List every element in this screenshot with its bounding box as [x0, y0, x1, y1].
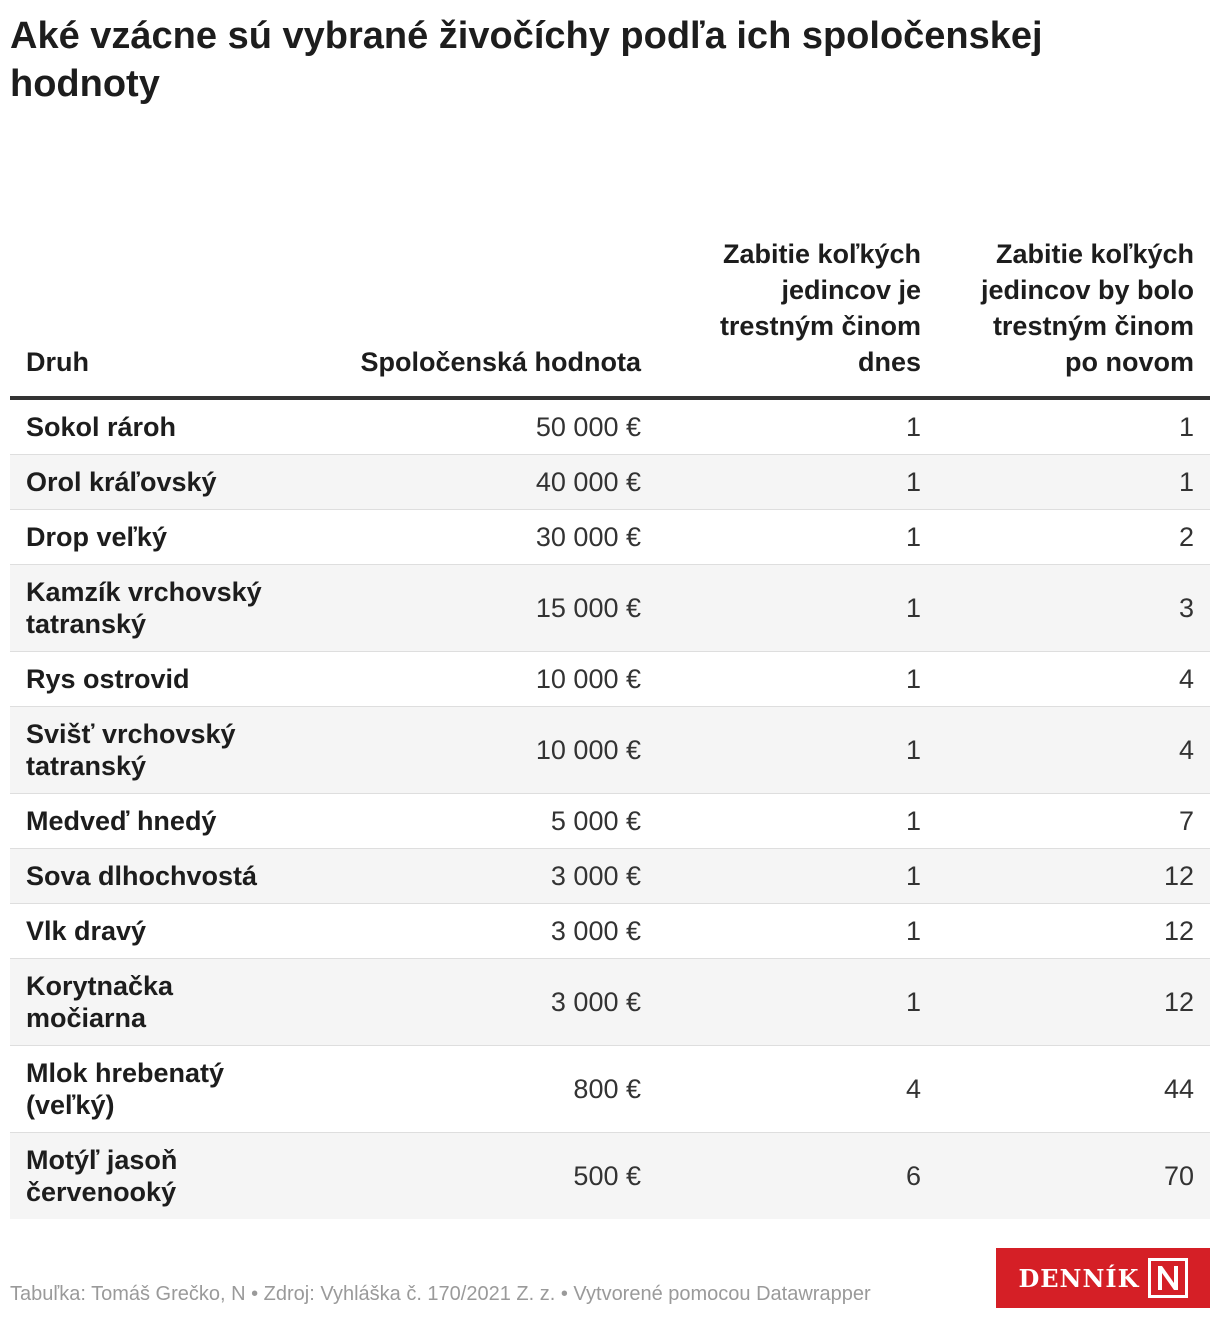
cell-druh: Mlok hrebenatý (veľký)	[10, 1046, 280, 1133]
cell-hodnota: 10 000 €	[280, 707, 657, 794]
column-header-hodnota: Spoločenská hodnota	[280, 160, 657, 398]
cell-hodnota: 3 000 €	[280, 959, 657, 1046]
cell-druh: Motýľ jasoň červenooký	[10, 1133, 280, 1220]
logo-n-icon	[1148, 1258, 1188, 1298]
cell-hodnota: 40 000 €	[280, 455, 657, 510]
table-row	[10, 455, 1210, 510]
dennik-n-logo	[996, 1248, 1210, 1308]
cell-druh: Sokol rároh	[10, 398, 280, 455]
cell-druh: Medveď hnedý	[10, 794, 280, 849]
cell-hodnota: 5 000 €	[280, 794, 657, 849]
table-row	[10, 794, 1210, 849]
table-row	[10, 959, 1210, 1046]
column-header-po-novom: Zabitie koľkých jedincov by bolo trestným činom po novom	[937, 160, 1210, 398]
cell-po-novom: 4	[937, 652, 1210, 707]
column-header-dnes: Zabitie koľkých jedincov je trestným činom dnes	[657, 160, 937, 398]
cell-druh: Svišť vrchovský tatranský	[10, 707, 280, 794]
cell-hodnota: 10 000 €	[280, 652, 657, 707]
cell-po-novom: 44	[937, 1046, 1210, 1133]
cell-po-novom: 4	[937, 707, 1210, 794]
cell-po-novom: 7	[937, 794, 1210, 849]
cell-dnes: 4	[657, 1046, 937, 1133]
column-header-druh: Druh	[10, 160, 280, 398]
cell-po-novom: 12	[937, 904, 1210, 959]
cell-po-novom: 1	[937, 398, 1210, 455]
table-row	[10, 849, 1210, 904]
cell-po-novom: 2	[937, 510, 1210, 565]
cell-druh: Orol kráľovský	[10, 455, 280, 510]
cell-hodnota: 3 000 €	[280, 849, 657, 904]
table-row	[10, 652, 1210, 707]
table-header-row	[10, 160, 1210, 398]
cell-po-novom: 12	[937, 849, 1210, 904]
cell-dnes: 1	[657, 794, 937, 849]
cell-druh: Kamzík vrchovský tatranský	[10, 565, 280, 652]
table-row	[10, 565, 1210, 652]
cell-druh: Rys ostrovid	[10, 652, 280, 707]
cell-dnes: 1	[657, 959, 937, 1046]
cell-hodnota: 800 €	[280, 1046, 657, 1133]
cell-hodnota: 15 000 €	[280, 565, 657, 652]
cell-dnes: 6	[657, 1133, 937, 1220]
cell-dnes: 1	[657, 455, 937, 510]
data-table	[10, 160, 1210, 1219]
chart-title: Aké vzácne sú vybrané živočíchy podľa ich spoločenskej hodnoty	[10, 15, 1043, 105]
cell-hodnota: 30 000 €	[280, 510, 657, 565]
cell-hodnota: 500 €	[280, 1133, 657, 1220]
cell-dnes: 1	[657, 904, 937, 959]
cell-po-novom: 70	[937, 1133, 1210, 1220]
cell-druh: Vlk dravý	[10, 904, 280, 959]
table-row	[10, 510, 1210, 565]
cell-dnes: 1	[657, 565, 937, 652]
table-row	[10, 707, 1210, 794]
cell-po-novom: 3	[937, 565, 1210, 652]
table-row	[10, 1046, 1210, 1133]
table-body	[10, 398, 1210, 1219]
footer-credits: Tabuľka: Tomáš Grečko, N • Zdroj: Vyhláška č. 170/2021 Z. z. • Vytvorené pomocou Datawrapper	[10, 1283, 871, 1305]
cell-hodnota: 50 000 €	[280, 398, 657, 455]
table-row	[10, 398, 1210, 455]
cell-dnes: 1	[657, 849, 937, 904]
cell-druh: Drop veľký	[10, 510, 280, 565]
cell-druh: Sova dlhochvostá	[10, 849, 280, 904]
cell-druh: Korytnačka močiarna	[10, 959, 280, 1046]
table-row	[10, 1133, 1210, 1220]
logo-text: DENNÍK	[1018, 1263, 1140, 1293]
cell-hodnota: 3 000 €	[280, 904, 657, 959]
cell-dnes: 1	[657, 652, 937, 707]
cell-po-novom: 1	[937, 455, 1210, 510]
cell-po-novom: 12	[937, 959, 1210, 1046]
cell-dnes: 1	[657, 707, 937, 794]
cell-dnes: 1	[657, 510, 937, 565]
table-row	[10, 904, 1210, 959]
cell-dnes: 1	[657, 398, 937, 455]
